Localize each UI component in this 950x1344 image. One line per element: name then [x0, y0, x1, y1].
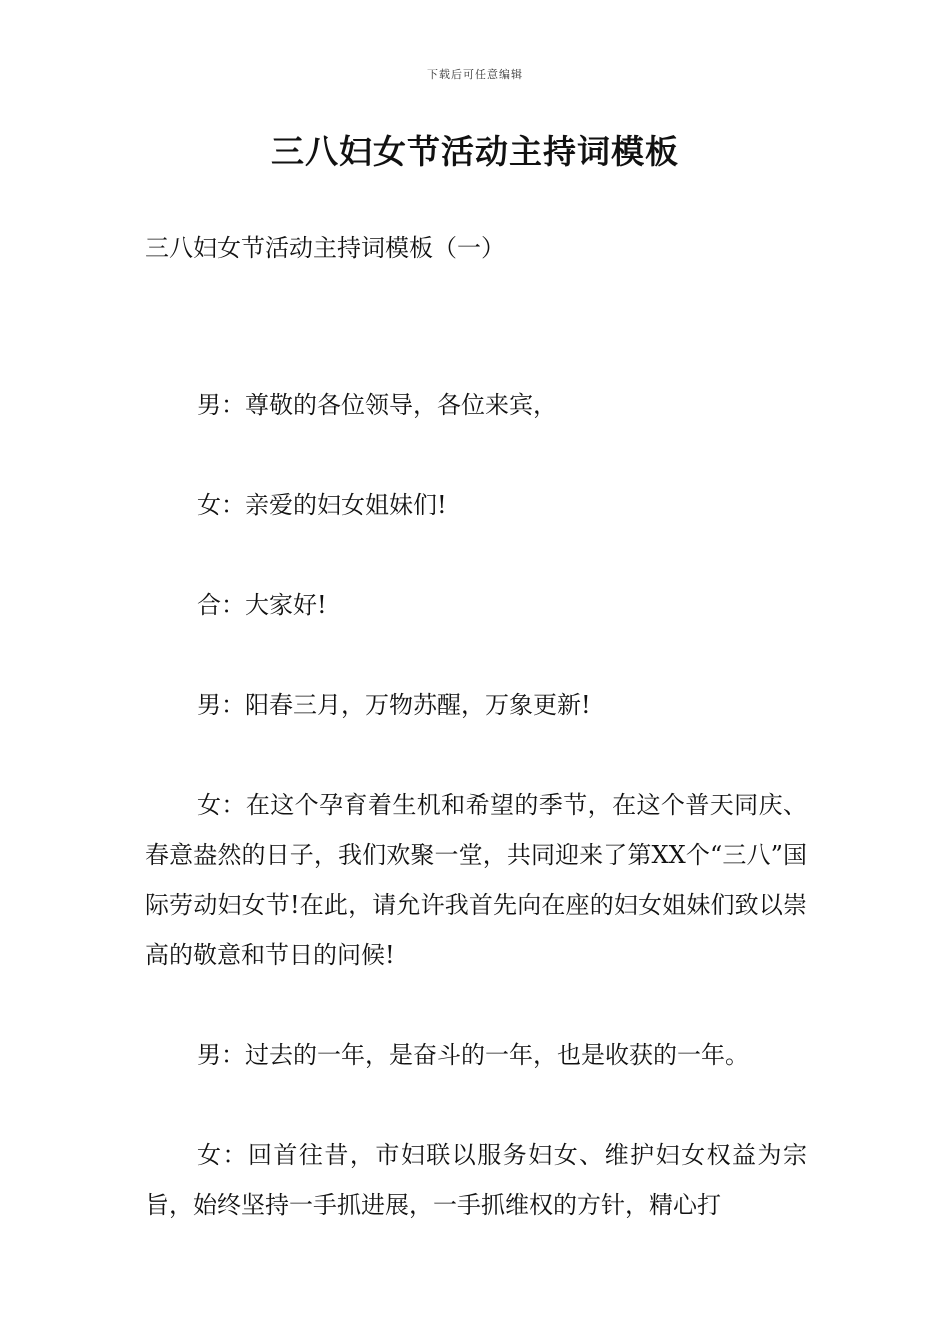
paragraph: 女：回首往昔，市妇联以服务妇女、维护妇女权益为宗旨，始终坚持一手抓进展，一手抓维权的方针，精心打 — [145, 1141, 807, 1219]
header-note: 下载后可任意编辑 — [427, 68, 523, 81]
section-subtitle: 三八妇女节活动主持词模板（一） — [145, 234, 505, 262]
paragraph: 男：过去的一年，是奋斗的一年，也是收获的一年。 — [197, 1041, 749, 1069]
paragraph: 合：大家好! — [197, 591, 327, 619]
paragraph: 男：尊敬的各位领导，各位来宾， — [197, 391, 557, 419]
paragraph: 女：亲爱的妇女姐妹们! — [197, 491, 447, 519]
paragraph: 男：阳春三月，万物苏醒，万象更新! — [197, 691, 591, 719]
document-title: 三八妇女节活动主持词模板 — [271, 132, 679, 171]
document-body — [145, 380, 807, 1280]
paragraph: 女：在这个孕育着生机和希望的季节，在这个普天同庆、春意盎然的日子，我们欢聚一堂，共同迎来了第XX个“三八”国际劳动妇女节!在此，请允许我首先向在座的妇女姐妹们致以崇高的敬意和节日的问候! — [145, 791, 807, 969]
